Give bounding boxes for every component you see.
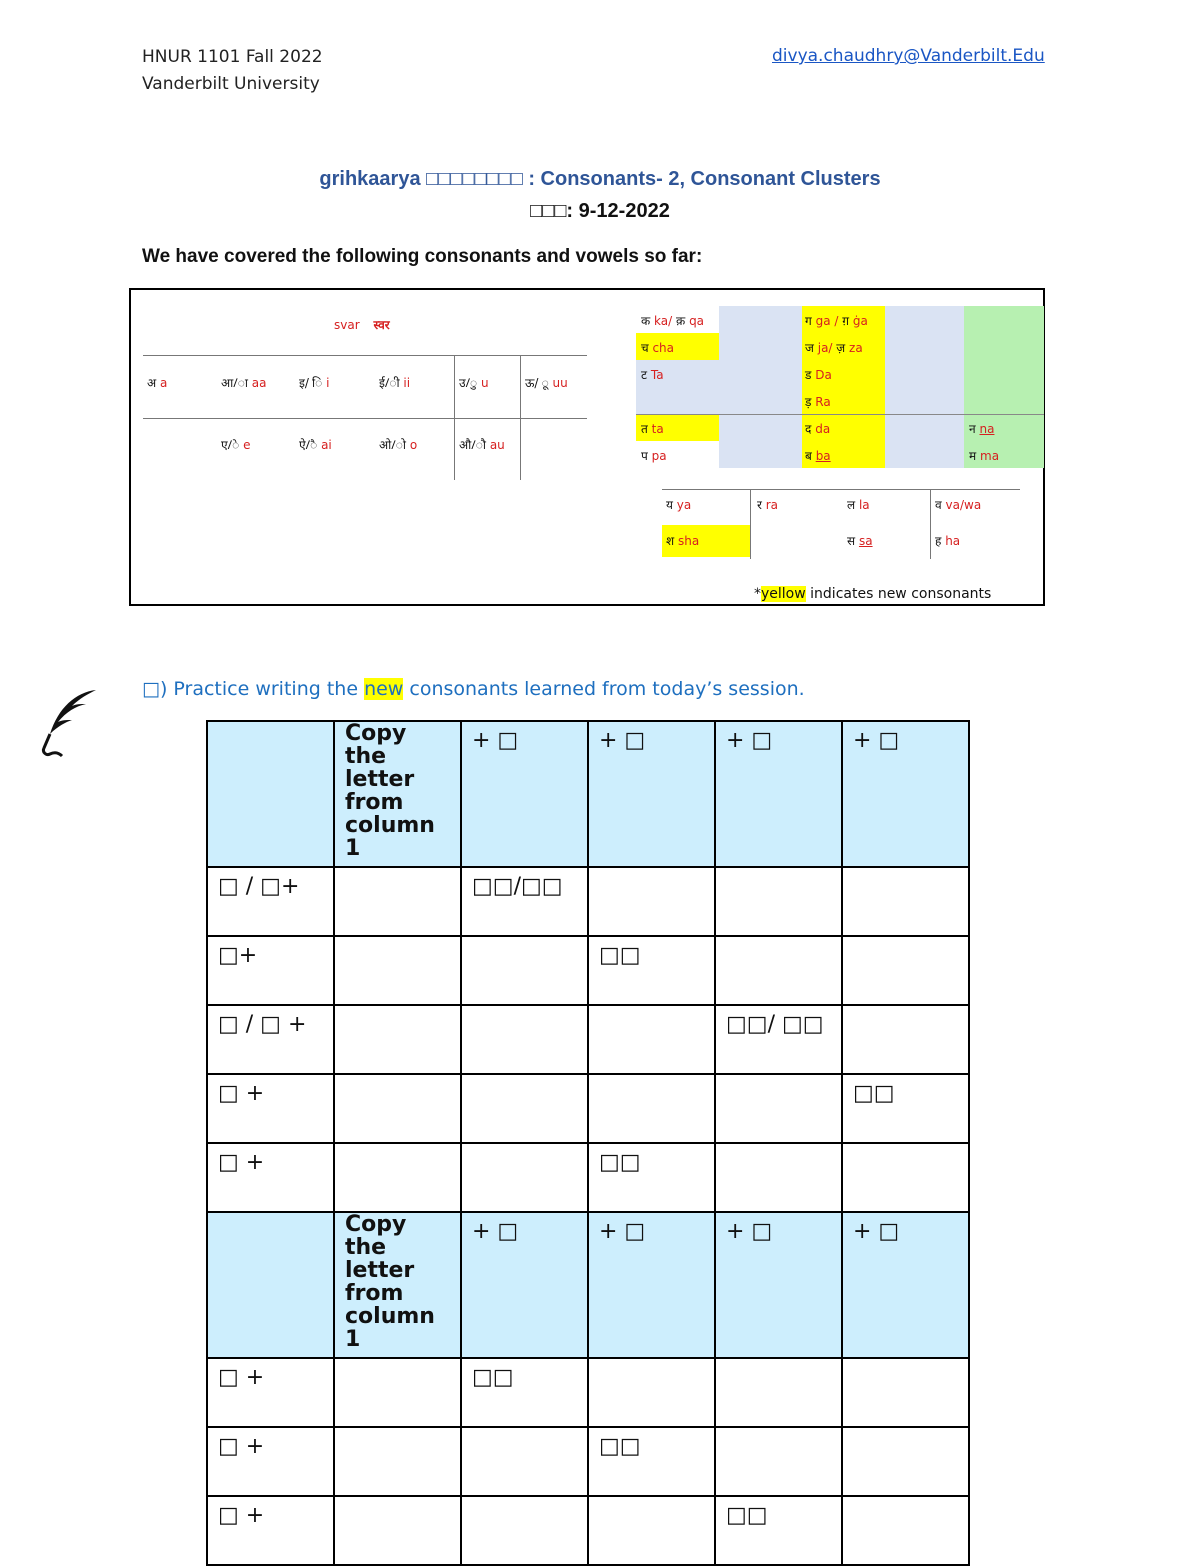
page-date: □□□: 9-12-2022	[530, 200, 670, 222]
quill-pen-icon	[36, 686, 100, 760]
intro-text: We have covered the following consonants and vowels so far:	[142, 246, 703, 267]
table-cell: □ +	[207, 1074, 334, 1143]
consonant-Ra: ड़ Ra	[805, 395, 831, 409]
table-cell[interactable]	[715, 1427, 842, 1496]
consonant-na: न na	[969, 422, 995, 436]
vowel-i: इ/ ि i	[299, 376, 330, 390]
consonant-la: ल la	[847, 498, 870, 512]
consonant-ja: ज ja/ ज़ za	[805, 341, 863, 355]
table-cell[interactable]	[334, 1358, 461, 1427]
table-cell[interactable]	[334, 1005, 461, 1074]
table-row	[207, 936, 969, 1005]
consonant-ya: य ya	[666, 498, 692, 512]
email-link[interactable]: divya.chaudhry@Vanderbilt.Edu	[772, 46, 1045, 66]
header-blank-cell	[207, 721, 334, 867]
consonant-Ta: ट Ta	[641, 368, 664, 382]
table-cell[interactable]	[461, 1427, 588, 1496]
header-copy-label: Copy the letter from column 1	[334, 1212, 461, 1358]
consonant-sha: श sha	[666, 534, 700, 548]
consonant-ta: त ta	[641, 422, 664, 436]
table-cell[interactable]	[715, 1358, 842, 1427]
table-cell: □ +	[207, 1427, 334, 1496]
consonant-pa: प pa	[641, 449, 667, 463]
table-header-row	[207, 1212, 969, 1358]
vowel-au: औ/ौ au	[459, 438, 505, 452]
vowel-o: ओ/ो o	[379, 438, 418, 452]
table-cell[interactable]	[715, 1074, 842, 1143]
vowel-e: ए/े e	[221, 438, 251, 452]
table-cell[interactable]	[842, 1005, 969, 1074]
consonant-ha: ह ha	[935, 534, 961, 548]
table-cell[interactable]	[715, 867, 842, 936]
table-row	[207, 1005, 969, 1074]
consonant-ga: ग ga / ग़ ġa	[805, 314, 868, 328]
table-row	[207, 1358, 969, 1427]
table-cell[interactable]	[842, 1358, 969, 1427]
table-cell[interactable]: □□	[588, 1143, 715, 1212]
header-cell: + □	[842, 721, 969, 867]
consonant-cha: च cha	[641, 341, 675, 355]
table-cell: □ / □ +	[207, 1005, 334, 1074]
table-cell[interactable]	[588, 1496, 715, 1565]
table-cell[interactable]	[842, 1143, 969, 1212]
table-header-row	[207, 721, 969, 867]
consonant-Da: ड Da	[805, 368, 832, 382]
header-cell: + □	[588, 721, 715, 867]
table-cell[interactable]: □□	[715, 1496, 842, 1565]
table-cell[interactable]	[461, 1496, 588, 1565]
consonant-sa: स sa	[847, 534, 873, 548]
table-cell[interactable]	[715, 936, 842, 1005]
vowel-heading-hi: स्वर	[373, 318, 390, 332]
consonant-ka: क ka/ क़ qa	[641, 314, 705, 328]
table-cell[interactable]	[334, 1074, 461, 1143]
table-cell[interactable]: □□	[842, 1074, 969, 1143]
table-cell[interactable]	[334, 1496, 461, 1565]
table-cell[interactable]	[842, 1427, 969, 1496]
legend-note: *yellow indicates new consonants	[754, 586, 992, 602]
table-cell[interactable]	[588, 1074, 715, 1143]
table-cell: □ / □+	[207, 867, 334, 936]
vowel-ai: ऐ/ै ai	[299, 438, 332, 452]
table-cell[interactable]: □□/ □□	[715, 1005, 842, 1074]
table-cell[interactable]	[588, 1005, 715, 1074]
vowel-uu: ऊ/ ू uu	[525, 376, 568, 390]
table-cell: □+	[207, 936, 334, 1005]
table-cell[interactable]	[461, 1074, 588, 1143]
table-cell[interactable]	[334, 1143, 461, 1212]
consonant-ba: ब ba	[805, 449, 831, 463]
consonant-ma: म ma	[969, 449, 1000, 463]
university-name: Vanderbilt University	[142, 74, 320, 94]
header-blank-cell	[207, 1212, 334, 1358]
table-cell[interactable]	[334, 1427, 461, 1496]
table-cell: □ +	[207, 1143, 334, 1212]
table-cell: □ +	[207, 1358, 334, 1427]
consonant-ra: र ra	[757, 498, 779, 512]
vowel-u: उ/ु u	[459, 376, 489, 390]
vowel-a: अ a	[147, 376, 168, 390]
table-row	[207, 1427, 969, 1496]
practice-table	[206, 720, 970, 1566]
vowel-heading-en: svar	[334, 318, 360, 332]
table-row	[207, 1074, 969, 1143]
practice-question: □) Practice writing the new consonants learned from today’s session.	[142, 678, 805, 700]
table-cell[interactable]	[842, 867, 969, 936]
alphabet-summary-box	[129, 288, 1045, 606]
header-cell: + □	[715, 721, 842, 867]
vowel-aa: आ/ा aa	[221, 376, 267, 390]
table-cell[interactable]: □□	[588, 1427, 715, 1496]
table-cell[interactable]	[588, 1358, 715, 1427]
table-cell: □ +	[207, 1496, 334, 1565]
table-cell[interactable]	[588, 867, 715, 936]
table-row	[207, 1496, 969, 1565]
consonant-va: व va/wa	[935, 498, 982, 512]
vowel-heading	[334, 316, 390, 333]
table-cell[interactable]: □□/□□	[461, 867, 588, 936]
table-cell[interactable]	[842, 1496, 969, 1565]
header-cell: + □	[715, 1212, 842, 1358]
table-cell[interactable]: □□	[461, 1358, 588, 1427]
table-cell[interactable]	[715, 1143, 842, 1212]
page-title: grihkaarya □□□□□□□□ : Consonants- 2, Consonant Clusters	[319, 168, 881, 190]
table-cell[interactable]	[461, 1005, 588, 1074]
table-row	[207, 1143, 969, 1212]
header-cell: + □	[588, 1212, 715, 1358]
header-cell: + □	[461, 721, 588, 867]
course-name: HNUR 1101 Fall 2022	[142, 47, 323, 67]
table-cell[interactable]	[334, 936, 461, 1005]
header-copy-label: Copy the letter from column 1	[334, 721, 461, 867]
table-cell[interactable]: □□	[588, 936, 715, 1005]
table-cell[interactable]	[461, 936, 588, 1005]
header-cell: + □	[842, 1212, 969, 1358]
table-cell[interactable]	[842, 936, 969, 1005]
table-cell[interactable]	[334, 867, 461, 936]
table-row	[207, 867, 969, 936]
vowel-ii: ई/ी ii	[379, 376, 411, 390]
header-cell: + □	[461, 1212, 588, 1358]
consonant-da: द da	[805, 422, 831, 436]
table-cell[interactable]	[461, 1143, 588, 1212]
